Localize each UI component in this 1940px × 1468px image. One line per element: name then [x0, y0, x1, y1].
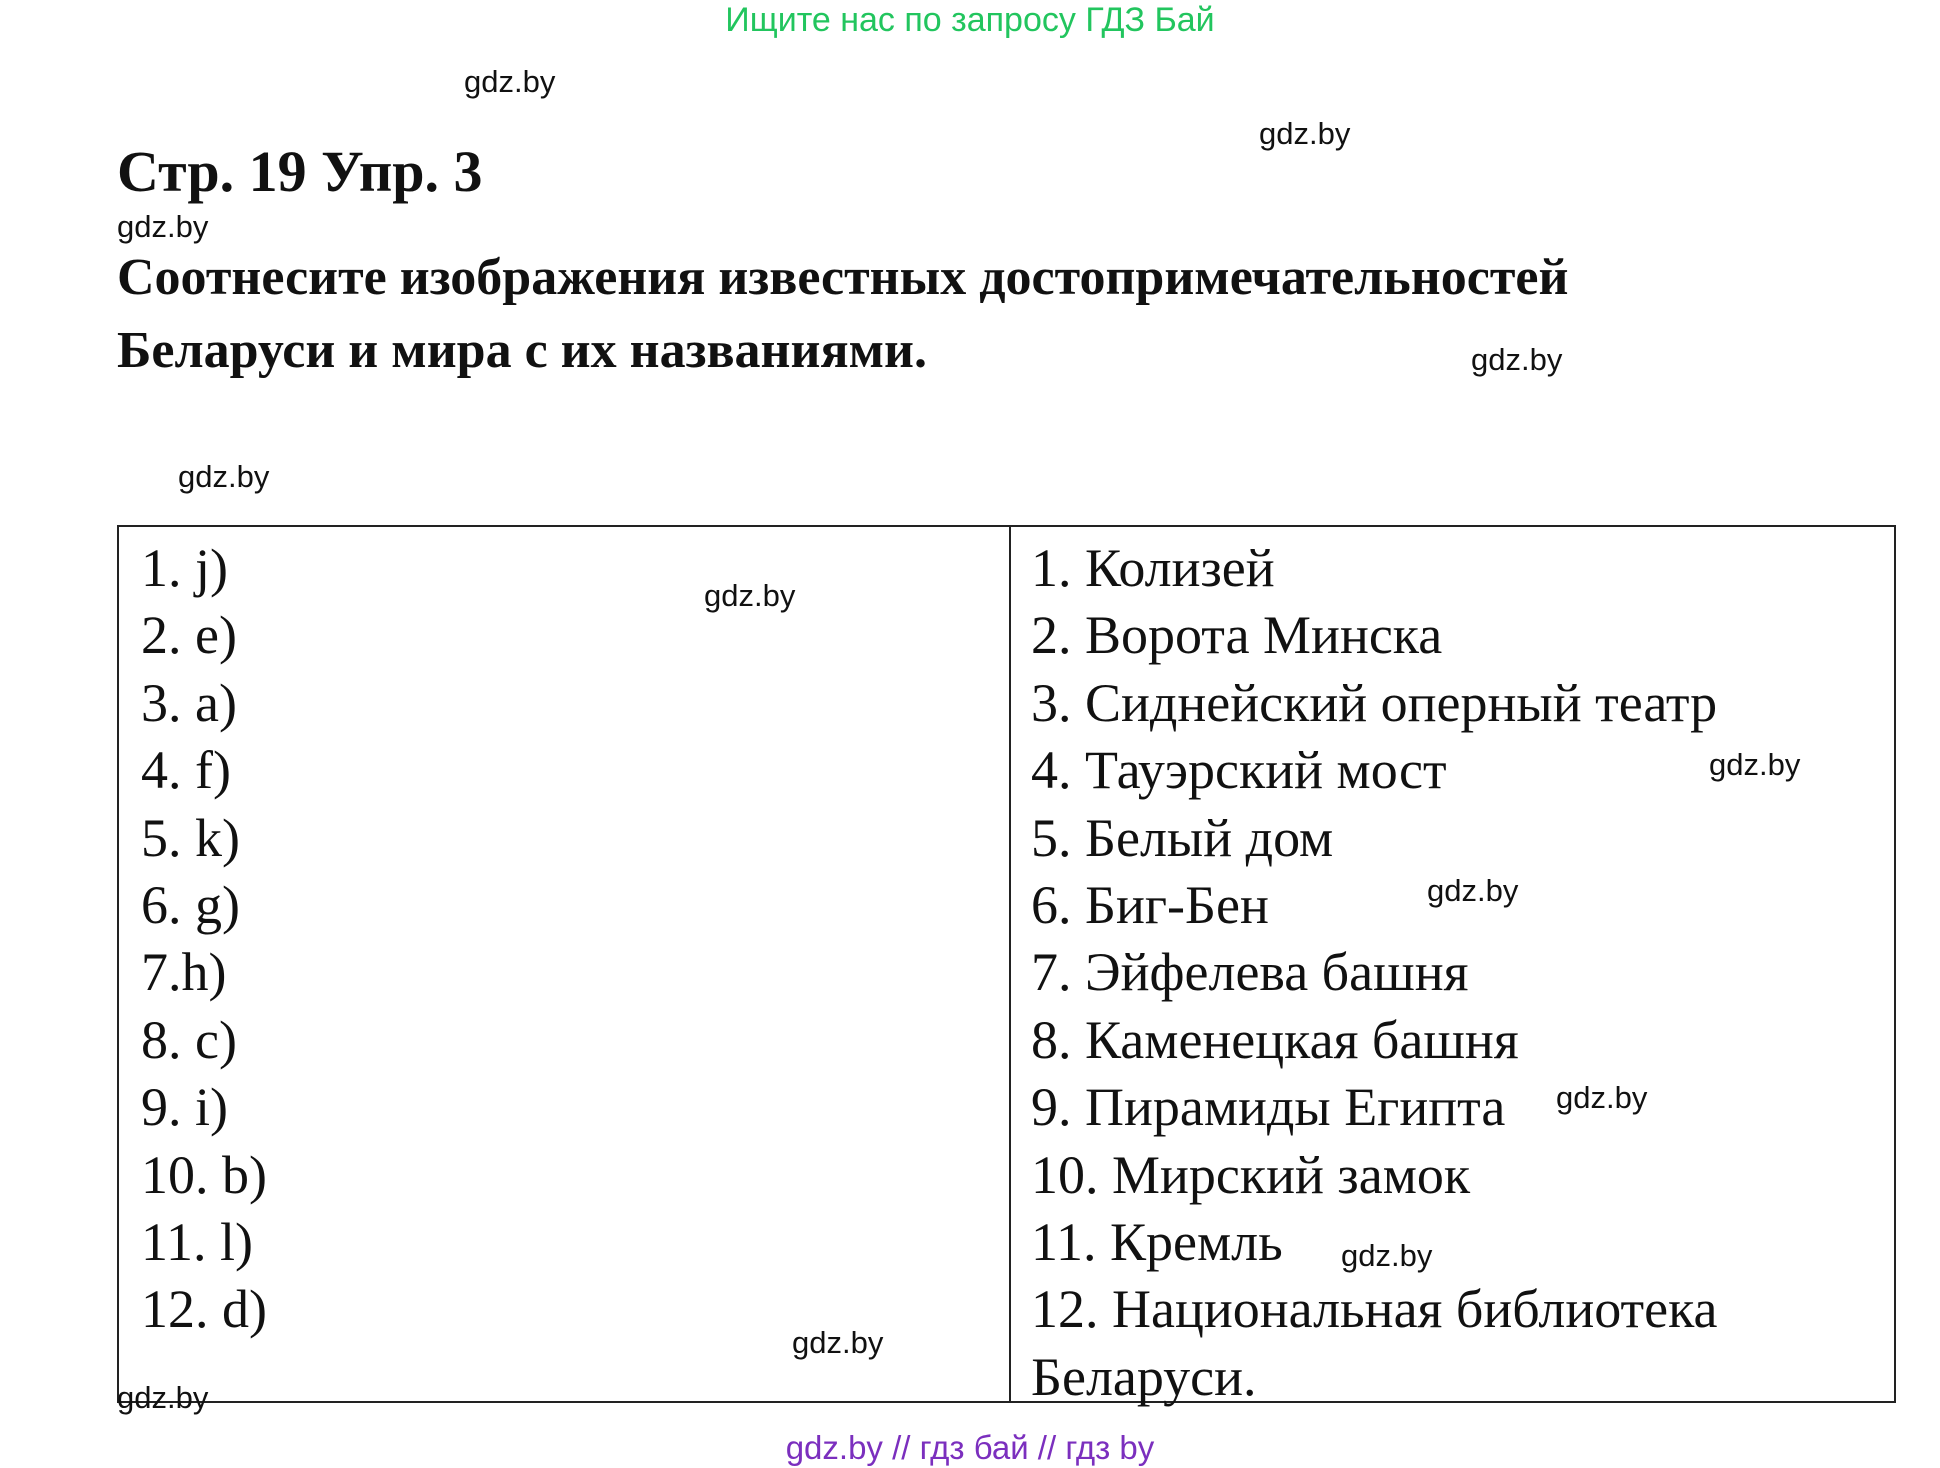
answer-row: 12. d)	[141, 1279, 267, 1340]
watermark: gdz.by	[464, 64, 556, 99]
landmark-row: 12. Национальная библиотека	[1031, 1279, 1718, 1340]
watermark: gdz.by	[117, 209, 209, 244]
task-text-line-2: Беларуси и мира с их названиями.	[117, 322, 927, 379]
search-banner: Ищите нас по запросу ГДЗ Бай	[725, 1, 1215, 39]
answer-row: 11. l)	[141, 1212, 253, 1273]
column-divider	[1009, 527, 1011, 1401]
answer-row: 6. g)	[141, 875, 240, 936]
answer-row: 2. e)	[141, 605, 237, 666]
watermark: gdz.by	[1427, 873, 1519, 908]
watermark: gdz.by	[1471, 342, 1563, 377]
watermark: gdz.by	[117, 1380, 209, 1415]
watermark: gdz.by	[1709, 747, 1801, 782]
landmark-row: 4. Тауэрский мост	[1031, 740, 1447, 801]
watermark: gdz.by	[792, 1325, 884, 1360]
landmark-row: 2. Ворота Минска	[1031, 605, 1443, 666]
answer-row: 9. i)	[141, 1077, 228, 1138]
page-title: Стр. 19 Упр. 3	[117, 139, 483, 204]
landmark-row: 11. Кремль	[1031, 1212, 1283, 1273]
answer-row: 5. k)	[141, 807, 240, 868]
watermark: gdz.by	[1259, 116, 1351, 151]
answer-row: 8. c)	[141, 1009, 237, 1070]
watermark: gdz.by	[1556, 1080, 1648, 1115]
watermark: gdz.by	[178, 459, 270, 494]
footer-watermark: gdz.by // гдз бай // гдз by	[785, 1429, 1155, 1466]
landmark-row: 7. Эйфелева башня	[1031, 942, 1469, 1003]
answer-row: 4. f)	[141, 740, 231, 801]
answer-row: 1. j)	[141, 538, 228, 598]
landmark-row: 6. Биг-Бен	[1031, 875, 1269, 936]
landmark-row: 3. Сиднейский оперный театр	[1031, 672, 1718, 733]
task-text-line-1: Соотнесите изображения известных достопримечательностей	[117, 249, 1569, 306]
landmark-row: 10. Мирский замок	[1031, 1144, 1471, 1205]
answer-row: 3. a)	[141, 672, 237, 733]
landmark-row: 8. Каменецкая башня	[1031, 1009, 1519, 1070]
landmark-row: Беларуси.	[1031, 1346, 1257, 1407]
landmark-row: 5. Белый дом	[1031, 807, 1334, 868]
landmark-row: 9. Пирамиды Египта	[1031, 1077, 1506, 1138]
names-column	[1031, 535, 1717, 1411]
answer-table	[117, 525, 1896, 1407]
watermark: gdz.by	[704, 578, 796, 613]
answer-row: 7.h)	[141, 942, 227, 1003]
landmark-row: 1. Колизей	[1031, 538, 1275, 598]
answers-column	[141, 535, 267, 1344]
answer-row: 10. b)	[141, 1144, 267, 1205]
watermark: gdz.by	[1341, 1238, 1433, 1273]
